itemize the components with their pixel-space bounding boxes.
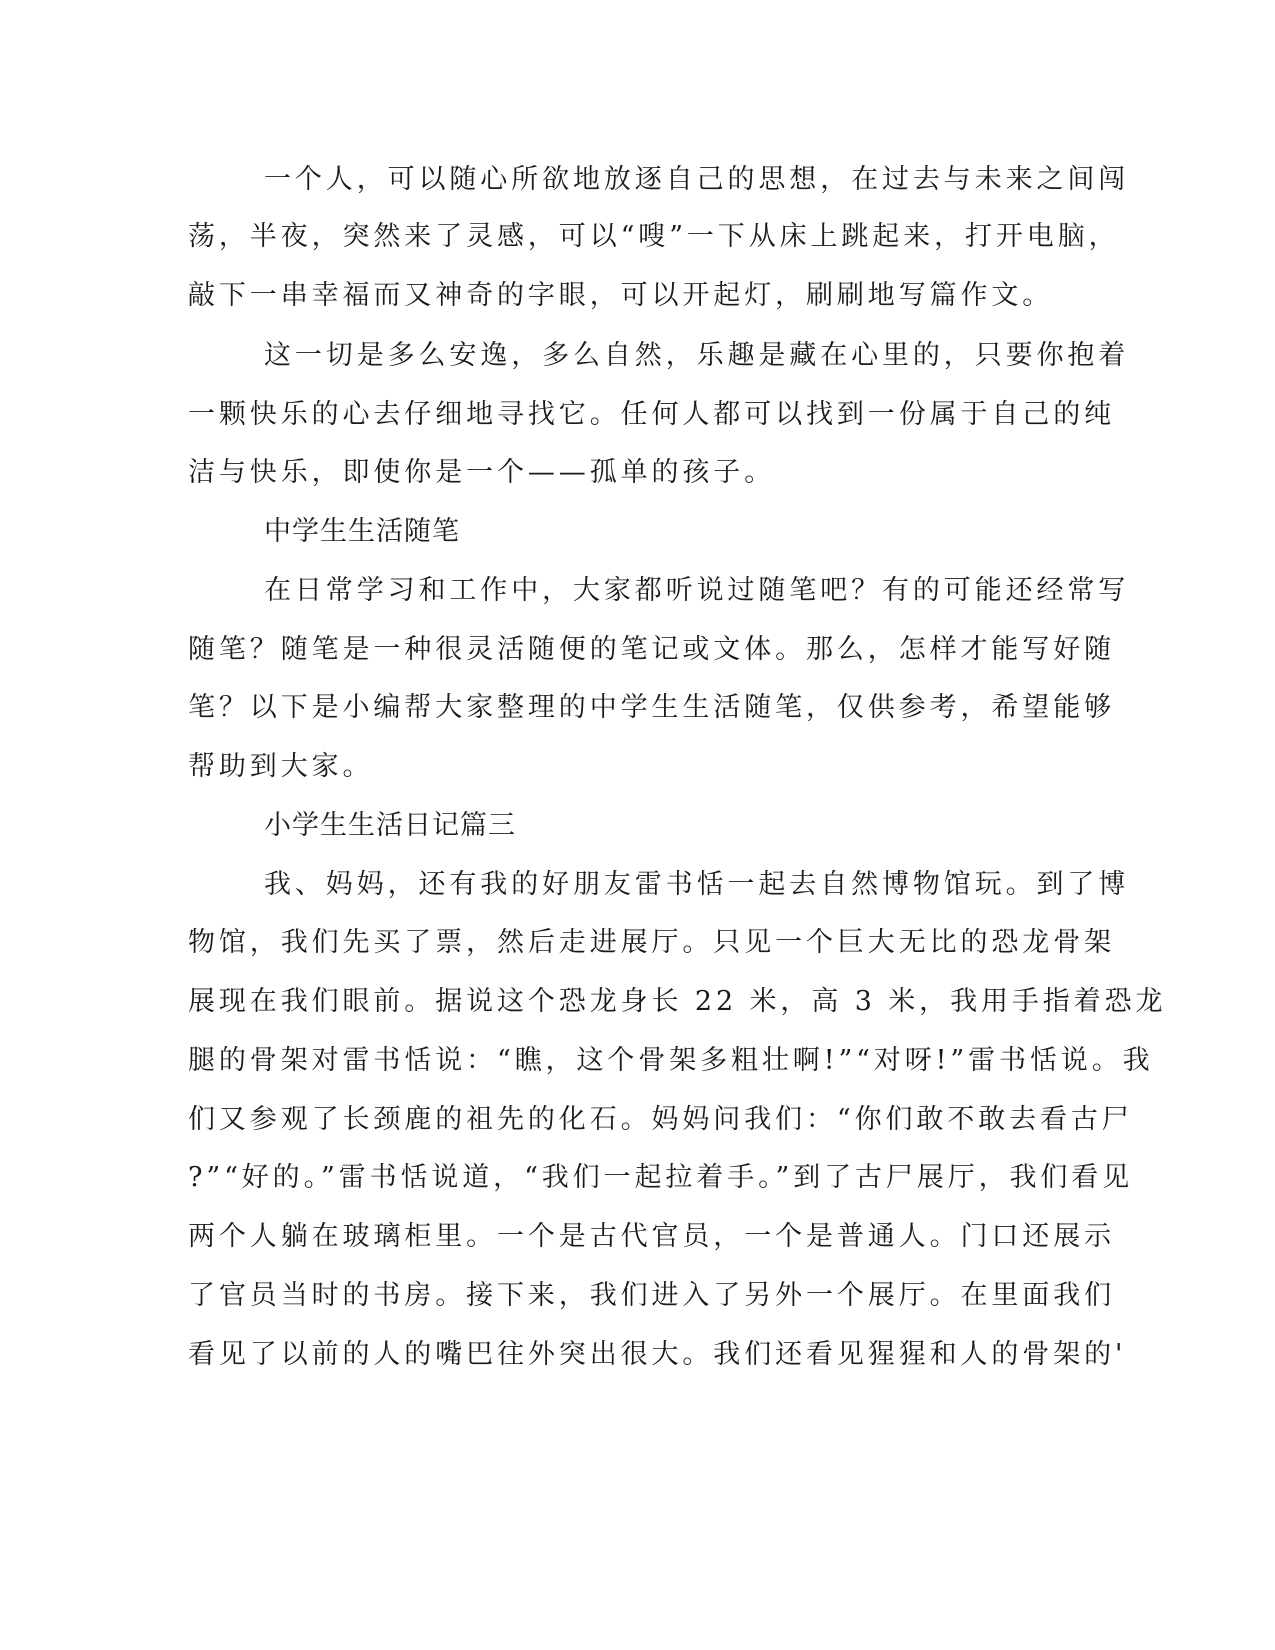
paragraph-2-line-1: 这一切是多么安逸，多么自然，乐趣是藏在心里的，只要你抱着 [264,340,1130,371]
paragraph-4-line-3: 展现在我们眼前。据说这个恐龙身长 22 米，高 3 米，我用手指着恐龙 [188,986,1167,1017]
paragraph-1-line-1: 一个人，可以随心所欲地放逐自己的思想，在过去与未来之间闯 [264,164,1130,195]
paragraph-2-line-2: 一颗快乐的心去仔细地寻找它。任何人都可以找到一份属于自己的纯 [188,399,1115,430]
paragraph-4-line-9: 看见了以前的人的嘴巴往外突出很大。我们还看见猩猩和人的骨架的' [188,1339,1127,1370]
paragraph-3-line-4: 帮助到大家。 [188,751,374,782]
paragraph-4-line-6: ?”“好的。”雷书恬说道，“我们一起拉着手。”到了古尸展厅，我们看见 [188,1162,1134,1193]
paragraph-4-line-5: 们又参观了长颈鹿的祖先的化石。妈妈问我们：“你们敢不敢去看古尸 [188,1104,1133,1135]
paragraph-3-line-2: 随笔？随笔是一种很灵活随便的笔记或文体。那么，怎样才能写好随 [188,634,1115,665]
paragraph-3-line-1: 在日常学习和工作中，大家都听说过随笔吧？有的可能还经常写 [264,575,1130,606]
paragraph-1-line-3: 敲下一串幸福而又神奇的字眼，可以开起灯，刷刷地写篇作文。 [188,280,1054,311]
paragraph-2-line-3: 洁与快乐，即使你是一个——孤单的孩子。 [188,457,776,488]
paragraph-4-line-4: 腿的骨架对雷书恬说：“瞧，这个骨架多粗壮啊!”“对呀!”雷书恬说。我 [188,1045,1154,1076]
paragraph-1-line-2: 荡，半夜，突然来了灵感，可以“嗖”一下从床上跳起来，打开电脑， [188,221,1120,252]
paragraph-4-line-8: 了官员当时的书房。接下来，我们进入了另外一个展厅。在里面我们 [188,1280,1115,1311]
paragraph-4-line-7: 两个人躺在玻璃柜里。一个是古代官员，一个是普通人。门口还展示 [188,1221,1115,1252]
section-heading-essay: 中学生生活随笔 [264,516,460,547]
paragraph-4-line-1: 我、妈妈，还有我的好朋友雷书恬一起去自然博物馆玩。到了博 [264,869,1130,900]
section-heading-diary: 小学生生活日记篇三 [264,810,516,841]
paragraph-3-line-3: 笔？以下是小编帮大家整理的中学生生活随笔，仅供参考，希望能够 [188,692,1115,723]
paragraph-4-line-2: 物馆，我们先买了票，然后走进展厅。只见一个巨大无比的恐龙骨架 [188,927,1115,958]
